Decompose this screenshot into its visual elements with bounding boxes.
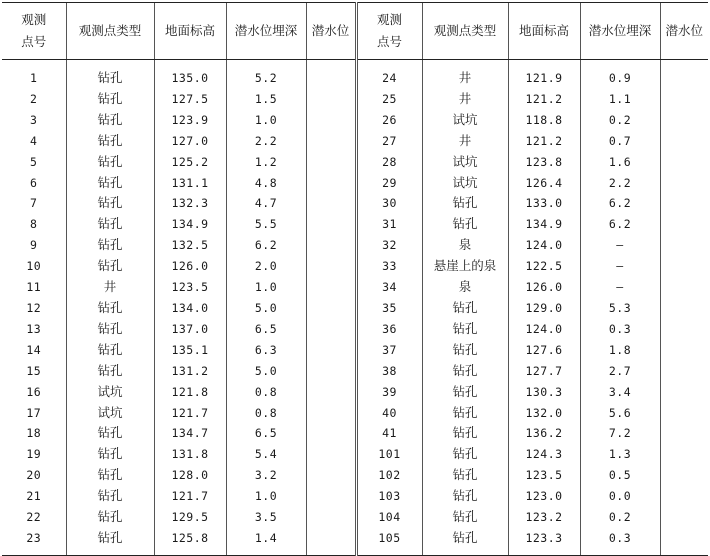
cell-depth: 5.0 [226,361,306,382]
cell-elevation: 127.6 [508,340,580,361]
cell-depth: 0.2 [580,507,660,528]
cell-point-type: 钻孔 [422,361,508,382]
cell-point-type: 试坑 [422,152,508,173]
cell-depth: 0.9 [580,60,660,89]
cell-point-type: 钻孔 [66,110,154,131]
cell-depth: 6.3 [226,340,306,361]
cell-elevation: 134.0 [154,298,226,319]
table-row [2,152,708,173]
cell-water-level [306,403,356,424]
cell-point-type: 钻孔 [422,486,508,507]
cell-elevation: 126.4 [508,173,580,194]
cell-elevation: 132.3 [154,193,226,214]
cell-water-level [306,507,356,528]
cell-water-level [660,340,708,361]
cell-depth: 6.2 [226,235,306,256]
cell-point-no: 37 [356,340,422,361]
cell-point-type: 钻孔 [66,256,154,277]
cell-point-no: 30 [356,193,422,214]
cell-point-type: 井 [422,131,508,152]
cell-water-level [660,131,708,152]
cell-water-level [306,277,356,298]
cell-water-level [306,193,356,214]
cell-point-no: 16 [26,384,42,399]
cell-elevation: 121.7 [154,486,226,507]
cell-depth: 1.6 [580,152,660,173]
cell-elevation: 131.1 [154,173,226,194]
cell-point-no: 23 [2,528,66,555]
cell-point-type: 钻孔 [66,507,154,528]
cell-point-no: 20 [26,468,42,483]
cell-water-level [306,152,356,173]
cell-point-no: 28 [356,152,422,173]
cell-elevation: 121.8 [154,382,226,403]
cell-point-no: 101 [356,444,422,465]
cell-elevation: 123.9 [154,110,226,131]
table-row [2,465,708,486]
cell-elevation: 127.7 [508,361,580,382]
cell-point-no: 21 [26,489,42,504]
cell-point-no: 10 [26,259,42,274]
cell-point-no: 35 [356,298,422,319]
cell-point-type: 钻孔 [422,403,508,424]
cell-point-no: 31 [356,214,422,235]
table-row [2,382,708,403]
cell-point-type: 试坑 [422,173,508,194]
cell-depth: 5.5 [226,214,306,235]
cell-elevation: 121.9 [508,60,580,89]
cell-elevation: 137.0 [154,319,226,340]
cell-depth: 6.5 [226,319,306,340]
table-row [2,131,708,152]
cell-point-type: 钻孔 [422,319,508,340]
table-row [2,110,708,131]
cell-point-no: 4 [30,133,38,148]
cell-water-level [660,528,708,555]
table-row [2,403,708,424]
cell-point-no: 15 [26,363,42,378]
cell-point-type: 钻孔 [66,340,154,361]
cell-point-type: 钻孔 [422,193,508,214]
table-row [2,193,708,214]
cell-point-type: 钻孔 [66,60,154,89]
cell-water-level [306,131,356,152]
cell-point-no: 14 [26,342,42,357]
cell-elevation: 123.5 [154,277,226,298]
cell-depth: 0.5 [580,465,660,486]
cell-point-type: 钻孔 [422,423,508,444]
cell-water-level [660,89,708,110]
cell-depth: 7.2 [580,423,660,444]
cell-point-no: 11 [26,280,42,295]
cell-depth: 0.3 [580,319,660,340]
cell-elevation: 125.8 [154,528,226,555]
cell-elevation: 121.2 [508,131,580,152]
header-depth: 潜水位埋深 [580,3,660,60]
cell-depth: 0.3 [580,528,660,555]
cell-depth: 5.3 [580,298,660,319]
cell-water-level [306,89,356,110]
cell-point-no: 40 [356,403,422,424]
cell-depth: 4.7 [226,193,306,214]
cell-point-no: 36 [356,319,422,340]
cell-water-level [306,173,356,194]
cell-elevation: 134.7 [154,423,226,444]
table-row [2,319,708,340]
header-point-no: 观测 点号 [356,3,422,60]
cell-elevation: 130.3 [508,382,580,403]
table-row [2,361,708,382]
observation-table [2,2,708,556]
cell-point-no: 3 [30,112,38,127]
cell-point-type: 试坑 [66,382,154,403]
cell-elevation: 129.5 [154,507,226,528]
table-row [2,528,708,555]
cell-point-type: 井 [422,89,508,110]
table-row [2,340,708,361]
cell-point-no: 17 [26,405,42,420]
table-row [2,486,708,507]
cell-depth: 0.0 [580,486,660,507]
cell-point-type: 钻孔 [422,507,508,528]
cell-point-type: 井 [66,277,154,298]
cell-elevation: 132.5 [154,235,226,256]
cell-depth: 6.5 [226,423,306,444]
cell-point-no: 22 [26,510,42,525]
cell-elevation: 123.3 [508,528,580,555]
header-depth: 潜水位埋深 [226,3,306,60]
cell-elevation: 135.0 [154,60,226,89]
cell-point-no: 5 [30,154,38,169]
cell-depth: 5.6 [580,403,660,424]
cell-water-level [306,528,356,555]
cell-depth: 1.0 [226,486,306,507]
cell-point-no: 41 [356,423,422,444]
cell-point-type: 钻孔 [66,131,154,152]
cell-water-level [306,235,356,256]
cell-point-no: 25 [356,89,422,110]
cell-depth: 4.8 [226,173,306,194]
cell-point-no: 19 [26,447,42,462]
cell-elevation: 123.5 [508,465,580,486]
cell-elevation: 126.0 [154,256,226,277]
table-row [2,60,708,89]
cell-elevation: 123.0 [508,486,580,507]
cell-point-type: 泉 [422,277,508,298]
cell-water-level [306,340,356,361]
cell-depth: 2.0 [226,256,306,277]
cell-elevation: 129.0 [508,298,580,319]
cell-point-type: 钻孔 [66,152,154,173]
cell-point-type: 钻孔 [422,298,508,319]
table-row [2,173,708,194]
cell-depth: 0.8 [226,382,306,403]
cell-point-no: 12 [26,300,42,315]
cell-elevation: 127.5 [154,89,226,110]
cell-elevation: 128.0 [154,465,226,486]
cell-point-no: 104 [356,507,422,528]
cell-water-level [660,444,708,465]
cell-elevation: 118.8 [508,110,580,131]
cell-point-type: 钻孔 [66,235,154,256]
table-row [2,214,708,235]
cell-depth: 2.7 [580,361,660,382]
cell-depth: 1.3 [580,444,660,465]
cell-point-type: 泉 [422,235,508,256]
cell-point-type: 钻孔 [66,486,154,507]
cell-elevation: 132.0 [508,403,580,424]
cell-elevation: 124.0 [508,235,580,256]
cell-point-no: 1 [30,71,38,85]
cell-depth: 3.5 [226,507,306,528]
table-row [2,89,708,110]
cell-depth: 6.2 [580,214,660,235]
cell-water-level [306,298,356,319]
cell-water-level [306,382,356,403]
table-row [2,298,708,319]
table-row [2,423,708,444]
cell-water-level [660,214,708,235]
cell-point-no: 7 [30,196,38,211]
cell-water-level [660,60,708,89]
cell-water-level [660,465,708,486]
cell-point-type: 钻孔 [66,423,154,444]
cell-elevation: 131.2 [154,361,226,382]
cell-depth: 0.2 [580,110,660,131]
cell-elevation: 123.2 [508,507,580,528]
cell-water-level [660,193,708,214]
cell-elevation: 131.8 [154,444,226,465]
cell-water-level [306,256,356,277]
cell-point-type: 井 [422,60,508,89]
cell-point-no: 38 [356,361,422,382]
cell-point-type: 悬崖上的泉 [422,256,508,277]
cell-depth: — [580,256,660,277]
cell-depth: 5.4 [226,444,306,465]
cell-depth: 1.8 [580,340,660,361]
cell-point-no: 39 [356,382,422,403]
cell-point-type: 钻孔 [66,528,154,555]
cell-elevation: 121.2 [508,89,580,110]
cell-water-level [306,361,356,382]
table-row [2,444,708,465]
table-row [2,256,708,277]
header-point-type: 观测点类型 [66,3,154,60]
cell-elevation: 125.2 [154,152,226,173]
table-row [2,277,708,298]
cell-point-type: 钻孔 [66,361,154,382]
cell-elevation: 126.0 [508,277,580,298]
cell-water-level [660,235,708,256]
cell-point-type: 试坑 [422,110,508,131]
cell-water-level [306,319,356,340]
cell-depth: 1.5 [226,89,306,110]
cell-point-no: 102 [356,465,422,486]
cell-point-type: 钻孔 [66,319,154,340]
cell-water-level [660,319,708,340]
cell-point-no: 18 [26,426,42,441]
cell-water-level [660,486,708,507]
cell-point-type: 钻孔 [66,444,154,465]
cell-point-no: 32 [356,235,422,256]
cell-elevation: 124.3 [508,444,580,465]
cell-water-level [660,382,708,403]
cell-water-level [306,465,356,486]
cell-water-level [660,507,708,528]
cell-depth: — [580,277,660,298]
cell-elevation: 121.7 [154,403,226,424]
cell-depth: 6.2 [580,193,660,214]
cell-point-type: 钻孔 [422,528,508,555]
cell-depth: 1.2 [226,152,306,173]
cell-water-level [660,277,708,298]
cell-elevation: 127.0 [154,131,226,152]
cell-point-no: 26 [356,110,422,131]
cell-elevation: 136.2 [508,423,580,444]
header-row [2,3,708,60]
cell-point-no: 34 [356,277,422,298]
header-point-type: 观测点类型 [422,3,508,60]
cell-water-level [660,423,708,444]
cell-elevation: 124.0 [508,319,580,340]
cell-water-level [660,173,708,194]
cell-point-type: 钻孔 [422,382,508,403]
cell-point-no: 103 [356,486,422,507]
cell-depth: 5.0 [226,298,306,319]
cell-water-level [306,110,356,131]
table-row [2,507,708,528]
cell-point-no: 24 [356,60,422,89]
cell-water-level [660,403,708,424]
cell-point-type: 钻孔 [66,214,154,235]
cell-point-no: 2 [30,91,38,106]
header-elevation: 地面标高 [508,3,580,60]
table-row [2,235,708,256]
cell-depth: — [580,235,660,256]
cell-point-type: 钻孔 [422,444,508,465]
cell-water-level [660,298,708,319]
cell-depth: 5.2 [226,60,306,89]
cell-point-type: 钻孔 [422,214,508,235]
cell-water-level [660,361,708,382]
cell-point-no: 9 [30,238,38,253]
cell-point-type: 钻孔 [66,465,154,486]
cell-point-type: 试坑 [66,403,154,424]
cell-point-no: 6 [30,175,38,190]
cell-elevation: 134.9 [154,214,226,235]
cell-depth: 3.4 [580,382,660,403]
cell-point-no: 105 [356,528,422,555]
cell-water-level [660,152,708,173]
cell-depth: 0.7 [580,131,660,152]
cell-water-level [306,444,356,465]
header-point-no: 观测 点号 [2,3,66,60]
header-elevation: 地面标高 [154,3,226,60]
header-water-level: 潜水位 [306,3,356,60]
cell-point-no: 13 [26,321,42,336]
cell-point-type: 钻孔 [66,193,154,214]
cell-point-type: 钻孔 [66,298,154,319]
cell-point-no: 29 [356,173,422,194]
cell-depth: 1.0 [226,277,306,298]
cell-water-level [660,110,708,131]
table-body [2,60,708,556]
cell-point-no: 8 [30,217,38,232]
cell-point-type: 钻孔 [422,340,508,361]
cell-water-level [306,60,356,89]
cell-elevation: 134.9 [508,214,580,235]
cell-depth: 2.2 [580,173,660,194]
cell-point-type: 钻孔 [422,465,508,486]
cell-elevation: 135.1 [154,340,226,361]
cell-point-type: 钻孔 [66,89,154,110]
cell-water-level [306,214,356,235]
cell-depth: 1.0 [226,110,306,131]
header-water-level: 潜水位 [660,3,708,60]
cell-water-level [306,486,356,507]
cell-depth: 0.8 [226,403,306,424]
cell-depth: 1.4 [226,528,306,555]
cell-elevation: 123.8 [508,152,580,173]
cell-depth: 3.2 [226,465,306,486]
cell-depth: 2.2 [226,131,306,152]
cell-elevation: 122.5 [508,256,580,277]
cell-water-level [660,256,708,277]
cell-elevation: 133.0 [508,193,580,214]
cell-depth: 1.1 [580,89,660,110]
cell-point-type: 钻孔 [66,173,154,194]
cell-water-level [306,423,356,444]
cell-point-no: 33 [356,256,422,277]
cell-point-no: 27 [356,131,422,152]
